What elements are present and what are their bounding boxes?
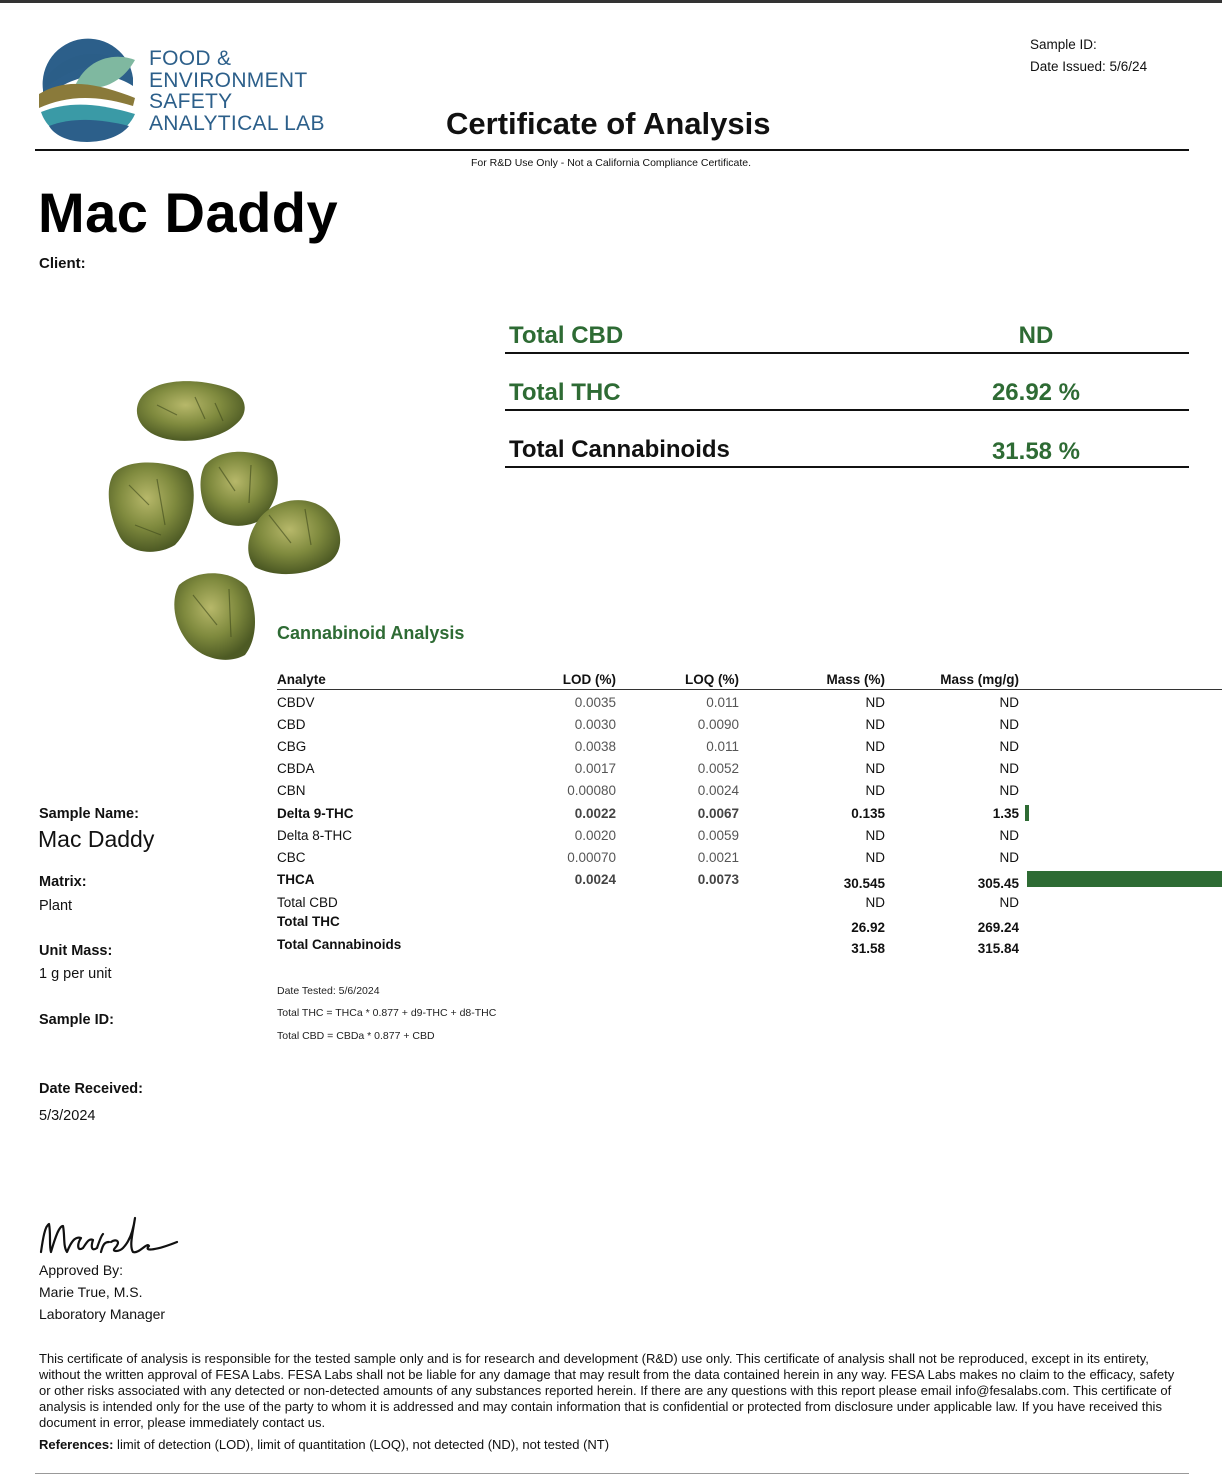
analyte: Delta 8-THC: [277, 828, 353, 843]
summary-row-total-thc: [505, 381, 1189, 411]
mass-pct: ND: [865, 695, 885, 710]
loq: 0.0090: [697, 717, 739, 732]
formula-total-cbd: Total CBD = CBDa * 0.877 + CBD: [277, 1030, 435, 1042]
loq: 0.0073: [697, 872, 739, 887]
analyte: CBG: [277, 739, 307, 754]
column-header: Mass (%): [826, 672, 885, 687]
analyte: CBD: [277, 717, 306, 732]
top-border: [0, 0, 1222, 3]
mass-mg: ND: [999, 695, 1019, 710]
mass-pct: ND: [865, 850, 885, 865]
analyte: Total THC: [277, 914, 340, 929]
summary-row-total-cannabinoids: [505, 438, 1189, 468]
mass-pct: 26.92: [851, 920, 885, 935]
loq: 0.0052: [697, 761, 739, 776]
mass-mg: ND: [999, 850, 1019, 865]
summary-label: Total CBD: [509, 322, 624, 349]
analyte: Total CBD: [277, 895, 338, 910]
formula-total-thc: Total THC = THCa * 0.877 + d9-THC + d8-THC: [277, 1007, 497, 1019]
mass-mg: ND: [999, 895, 1019, 910]
lab-name-line: ENVIRONMENT: [149, 68, 308, 92]
matrix-label: Matrix:: [39, 874, 87, 890]
mass-pct: ND: [865, 828, 885, 843]
table-row: [277, 695, 1037, 717]
sample-name-label: Sample Name:: [39, 806, 139, 822]
client-label: Client:: [39, 255, 86, 272]
lod: 0.00080: [567, 783, 616, 798]
table-header-rule: [277, 689, 1222, 690]
unit-mass-value: 1 g per unit: [39, 966, 112, 982]
loq: 0.0067: [697, 806, 739, 821]
loq: 0.0059: [697, 828, 739, 843]
analyte: CBDA: [277, 761, 315, 776]
mass-pct: ND: [865, 761, 885, 776]
mass-pct: 0.135: [851, 806, 885, 821]
analyte: CBN: [277, 783, 306, 798]
signature: [37, 1212, 182, 1260]
mass-mg: ND: [999, 739, 1019, 754]
table-header: [277, 672, 1037, 694]
summary-label: Total THC: [509, 379, 621, 406]
loq: 0.0021: [697, 850, 739, 865]
lod: 0.0038: [574, 739, 616, 754]
header-date-issued: Date Issued: 5/6/24: [1030, 59, 1148, 74]
analyte: CBC: [277, 850, 306, 865]
table-row: [277, 717, 1037, 739]
mass-pct: ND: [865, 895, 885, 910]
lod: 0.0017: [574, 761, 616, 776]
approval-block: [39, 1259, 165, 1325]
analyte: CBDV: [277, 695, 315, 710]
loq: 0.0024: [697, 783, 739, 798]
disclaimer: This certificate of analysis is responsible for the tested sample only and is for research and development (R&D) use only. This certificate of analysis shall not be reproduced, except in its entirety, without the written approval of FESA Labs. FESA Labs shall not be liable for any damage that may result from the data contained herein in any way. FESA Labs makes no claim to the efficacy, safety or other risks associated with any detected or non-detected amounts of any substances reported herein. If there are any questions with this report please email info@fesalabs.com. This certificate of analysis is intended only for the use of the party to whom it is addressed and may contain information that is confidential or protected from disclosure under applicable law. If you have received this document in error, please immediately contact us.: [39, 1351, 1175, 1430]
column-header: Analyte: [277, 672, 326, 687]
lab-name-line: FOOD &: [149, 47, 232, 70]
mass-mg: 305.45: [977, 876, 1019, 891]
unit-mass-label: Unit Mass:: [39, 943, 113, 959]
column-header: LOD (%): [562, 672, 616, 687]
loq: 0.011: [706, 695, 739, 710]
table-row: [277, 806, 1037, 828]
lod: 0.00070: [567, 850, 616, 865]
mass-bar-delta-9-thc: [1025, 805, 1029, 821]
date-received-value: 5/3/2024: [39, 1108, 96, 1124]
approver-title: Laboratory Manager: [39, 1306, 166, 1322]
references-label: References:: [39, 1437, 114, 1452]
references: [39, 1437, 609, 1452]
table-row: [277, 761, 1037, 783]
summary-row-total-cbd: [505, 324, 1189, 354]
rnd-notice: For R&D Use Only - Not a California Compliance Certificate.: [470, 157, 752, 169]
lab-name: [149, 48, 325, 134]
approver-name: Marie True, M.S.: [39, 1284, 143, 1300]
header-sample-id: Sample ID:: [1030, 37, 1097, 52]
lod: 0.0030: [574, 717, 616, 732]
column-header: LOQ (%): [685, 672, 739, 687]
table-row: [277, 914, 1037, 936]
mass-mg: ND: [999, 783, 1019, 798]
mass-mg: 315.84: [977, 941, 1019, 956]
matrix-value: Plant: [39, 898, 73, 914]
lod: 0.0035: [574, 695, 616, 710]
mass-mg: ND: [999, 717, 1019, 732]
table-row: [277, 783, 1037, 805]
sample-name-value: Mac Daddy: [38, 826, 155, 852]
mass-pct: 31.58: [851, 941, 885, 956]
loq: 0.011: [706, 739, 739, 754]
column-header: Mass (mg/g): [940, 672, 1019, 687]
analyte: THCA: [277, 872, 315, 887]
product-name: Mac Daddy: [38, 181, 339, 244]
header-meta: [1030, 34, 1147, 78]
summary-value: ND: [1018, 322, 1054, 349]
lab-name-line: SAFETY: [149, 90, 233, 113]
lod: 0.0024: [574, 872, 616, 887]
date-received-label: Date Received:: [39, 1081, 143, 1097]
references-text: limit of detection (LOD), limit of quantitation (LOQ), not detected (ND), not tested (NT): [113, 1437, 610, 1452]
mass-mg: 1.35: [992, 806, 1019, 821]
table-row: [277, 872, 1037, 894]
mass-pct: ND: [865, 739, 885, 754]
summary-value: 31.58 %: [991, 438, 1081, 465]
page-title: Certificate of Analysis: [446, 106, 771, 141]
summary-label: Total Cannabinoids: [509, 436, 730, 463]
section-title: Cannabinoid Analysis: [277, 623, 465, 643]
product-photo: [105, 375, 350, 665]
mass-mg: 269.24: [977, 920, 1019, 935]
sample-id-label: Sample ID:: [39, 1012, 114, 1028]
mass-pct: ND: [865, 783, 885, 798]
lod: 0.0022: [574, 806, 616, 821]
mass-mg: ND: [999, 828, 1019, 843]
mass-pct: 30.545: [843, 876, 885, 891]
lod: 0.0020: [574, 828, 616, 843]
table-row: [277, 937, 1037, 959]
lab-logo-icon: [35, 38, 141, 144]
mass-pct: ND: [865, 717, 885, 732]
divider: [35, 149, 1189, 151]
date-tested: Date Tested: 5/6/2024: [277, 985, 380, 997]
analyte: Total Cannabinoids: [277, 937, 402, 952]
footer-divider: [35, 1473, 1189, 1474]
mass-mg: ND: [999, 761, 1019, 776]
mass-bar-thca: [1027, 871, 1222, 887]
summary-value: 26.92 %: [991, 379, 1081, 406]
table-row: [277, 850, 1037, 872]
approved-by-label: Approved By:: [39, 1262, 124, 1278]
lab-name-line: ANALYTICAL LAB: [149, 111, 325, 135]
analyte: Delta 9-THC: [277, 806, 354, 821]
table-row: [277, 828, 1037, 850]
table-row: [277, 739, 1037, 761]
